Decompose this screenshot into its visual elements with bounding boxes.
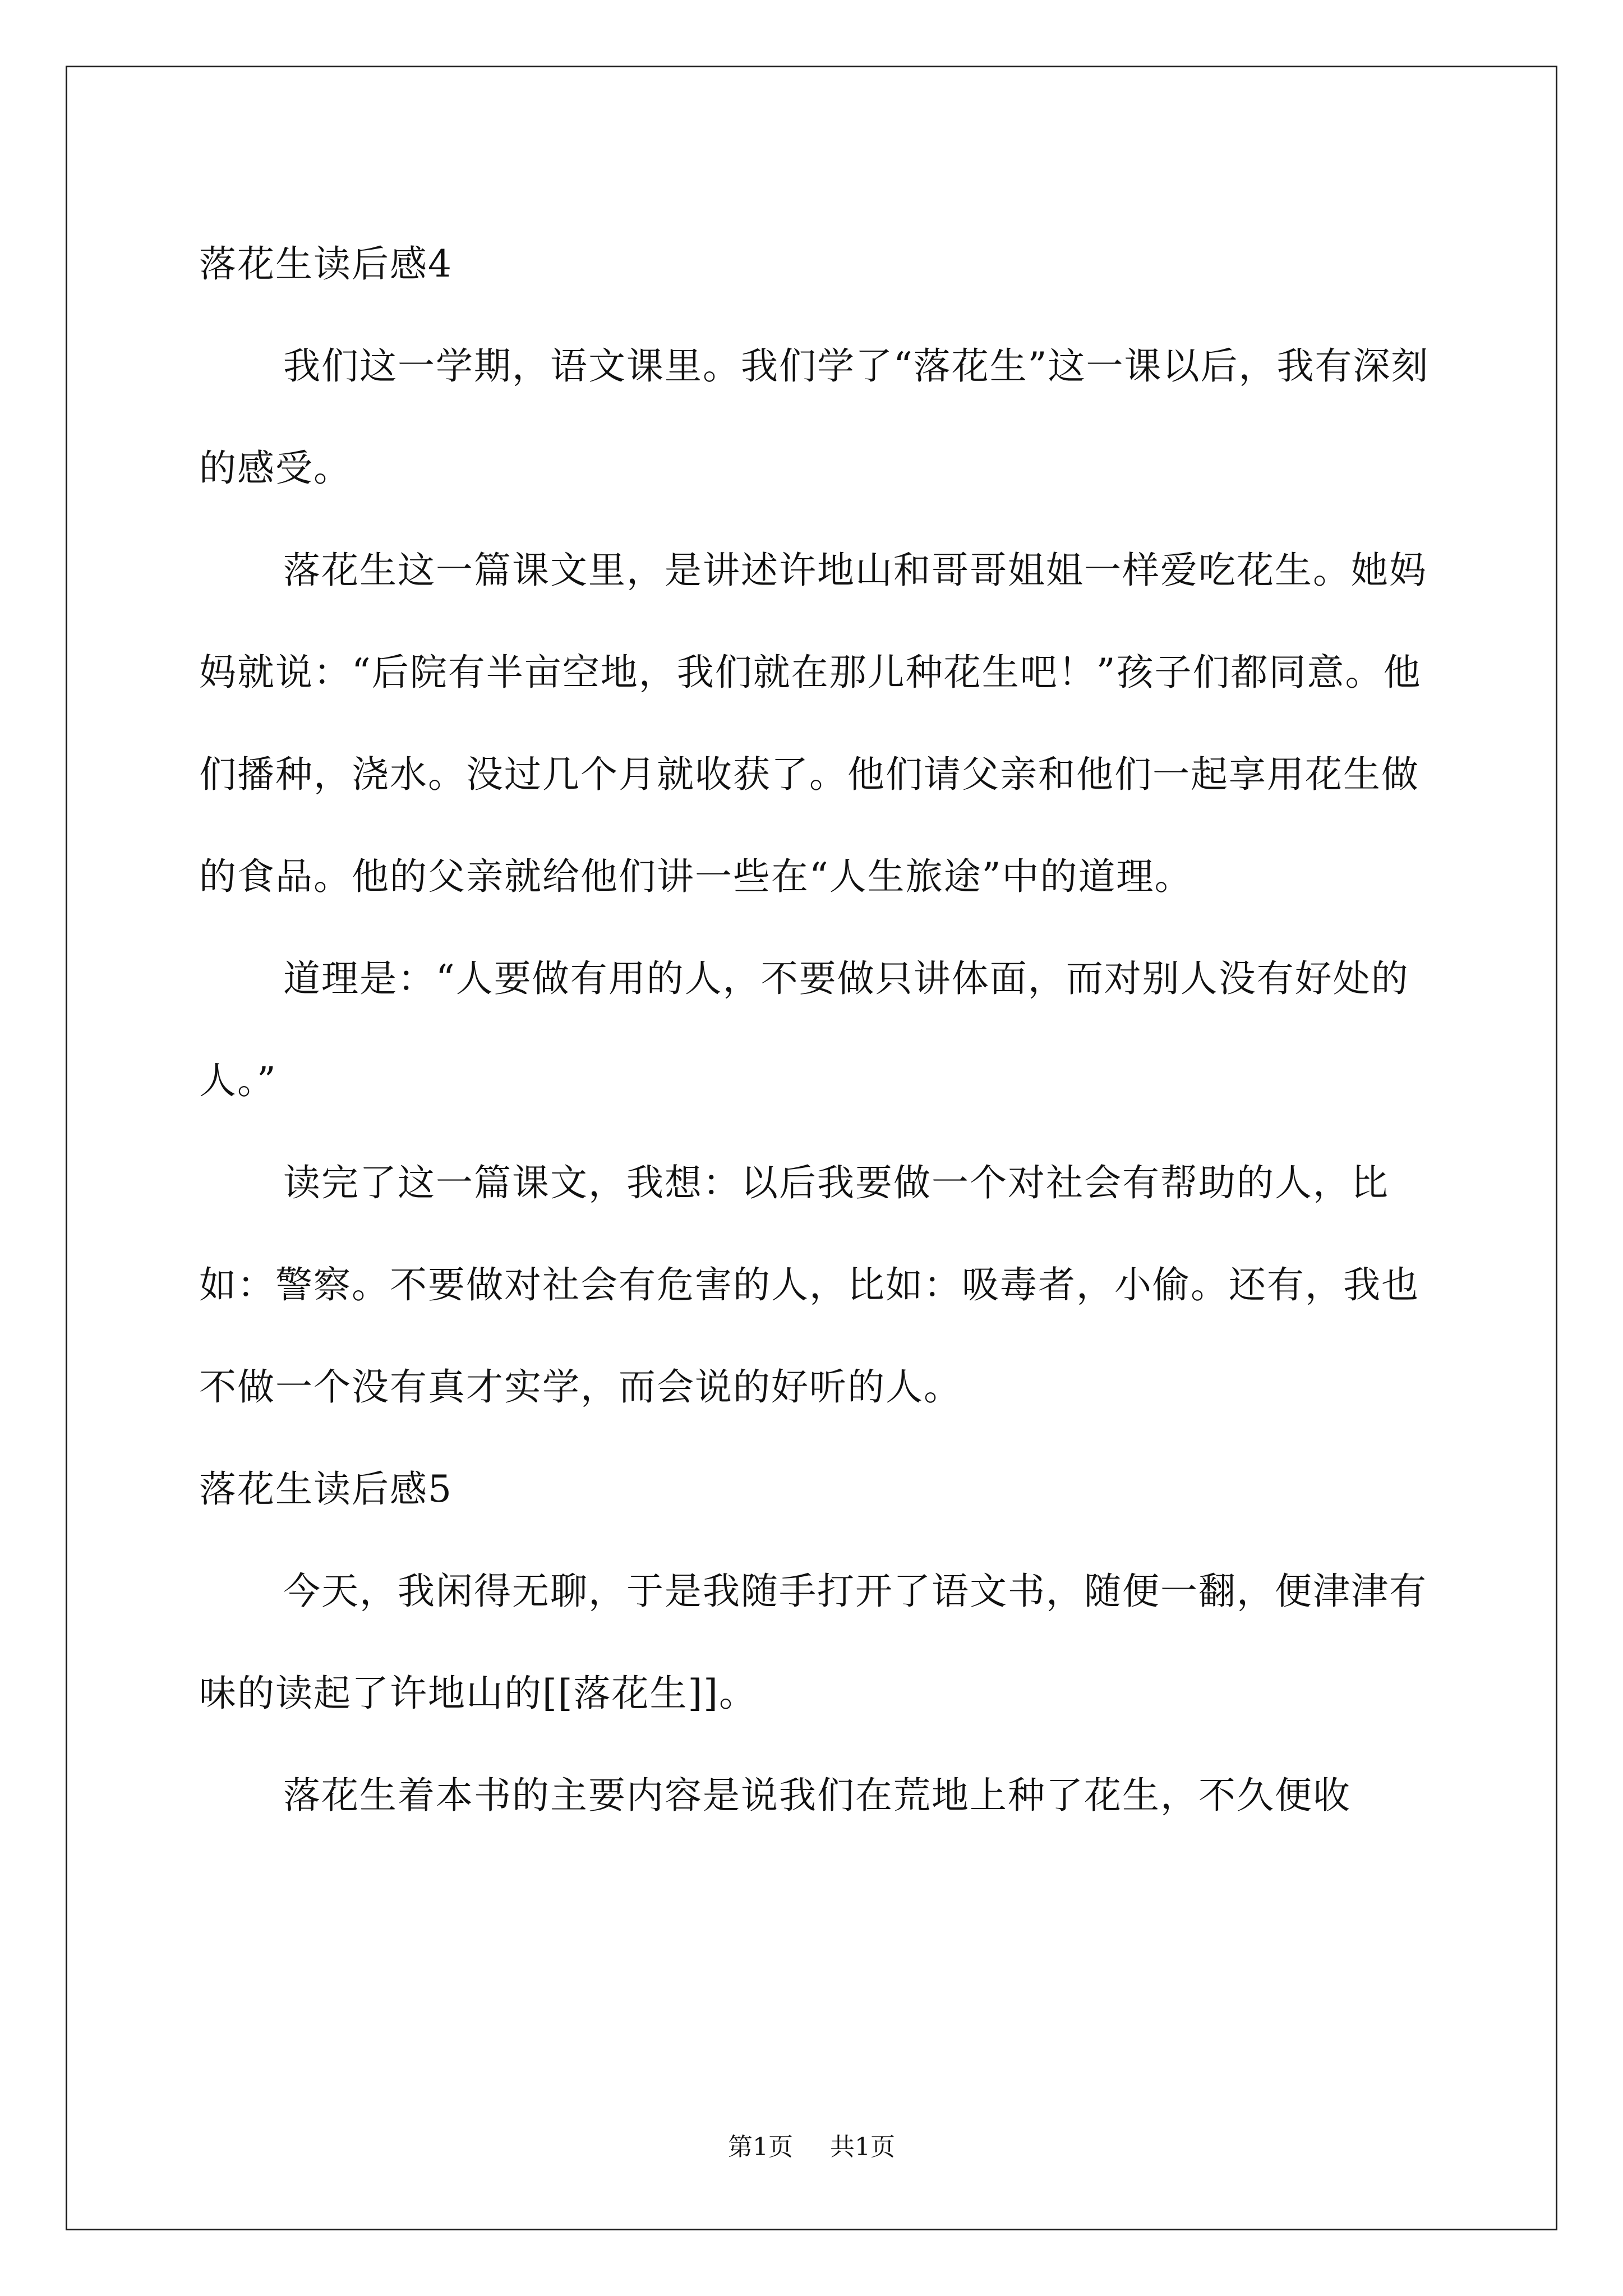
section-heading: 落花生读后感4 xyxy=(199,242,453,286)
section-heading: 落花生读后感5 xyxy=(199,1467,453,1511)
paragraph: 我们这一学期，语文课里。我们学了“落花生”这一课以后，我有深刻的感受。 xyxy=(199,344,1430,490)
paragraph: 落花生这一篇课文里，是讲述许地山和哥哥姐姐一样爱吃花生。她妈妈就说：“后院有半亩空地，我们就在那儿种花生吧！”孩子们都同意。他们播种，浇水。没过几个月就收获了。他们请父亲和他们一起享用花生做的食品。他的父亲就给他们讲一些在“人生旅途”中的道理。 xyxy=(199,549,1427,898)
paragraph: 落花生着本书的主要内容是说我们在荒地上种了花生，不久便收 xyxy=(283,1774,1351,1817)
page-total: 共1页 xyxy=(830,2133,895,2161)
paragraph: 道理是：“人要做有用的人，不要做只讲体面，而对别人没有好处的人。” xyxy=(199,957,1409,1102)
paragraph: 读完了这一篇课文，我想：以后我要做一个对社会有帮助的人，比如：警察。不要做对社会有危害的人，比如：吸毒者，小偷。还有，我也不做一个没有真才实学，而会说的好听的人。 xyxy=(199,1161,1419,1409)
paragraph: 今天，我闲得无聊，于是我随手打开了语文书，随便一翻，便津津有味的读起了许地山的[[落花生]]。 xyxy=(199,1570,1427,1715)
page-number: 第1页 xyxy=(728,2133,793,2161)
document-body xyxy=(199,213,1433,1847)
page-footer xyxy=(0,2132,1623,2163)
